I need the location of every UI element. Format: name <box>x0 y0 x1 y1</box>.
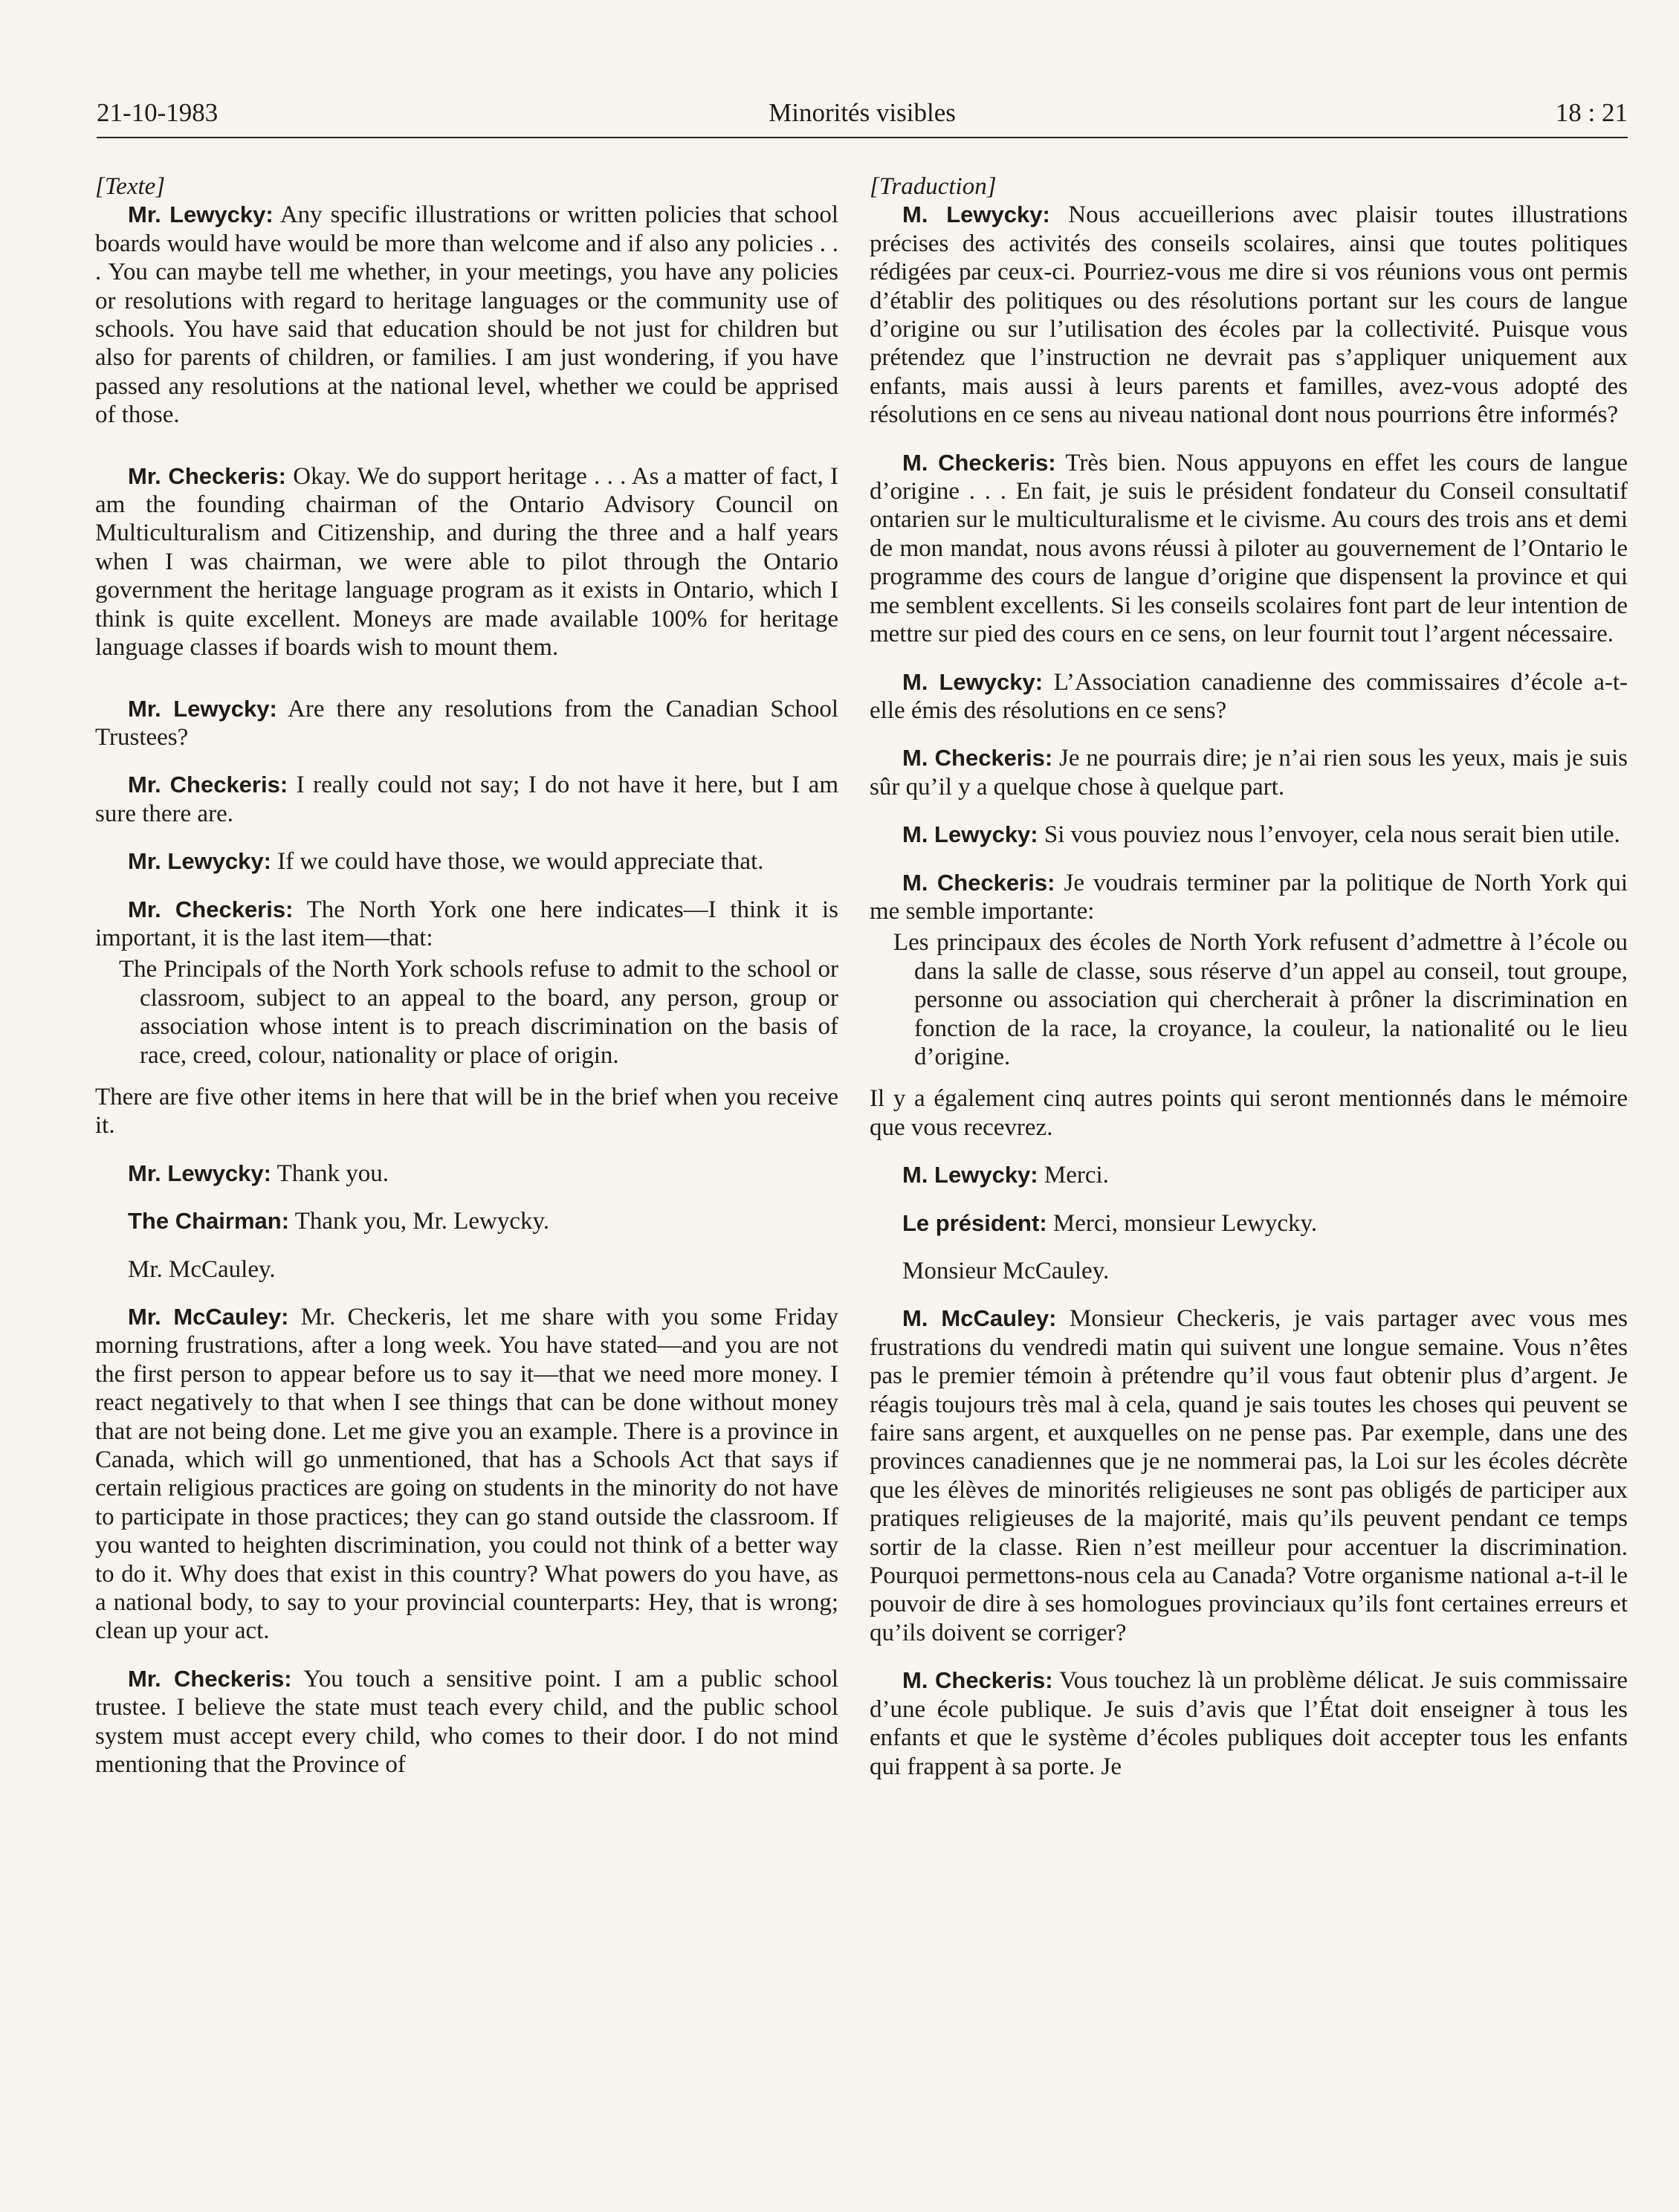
paragraph <box>870 744 1628 801</box>
paragraph <box>95 695 838 752</box>
speech-text: Je ne pourrais dire; je n’ai rien sous les yeux, mais je suis sûr qu’il y a quelque chose à quelque part. <box>870 745 1628 801</box>
header-date: 21-10-1983 <box>97 98 219 127</box>
paragraph <box>95 1207 838 1235</box>
paragraph <box>95 1160 838 1188</box>
paragraph: Mr. McCauley. <box>128 1255 276 1283</box>
speech-text: L’Association canadienne des commissaires d’école a-t-elle émis des résolutions en ce sens? <box>870 668 1628 724</box>
speaker-name: Mr. Checkeris: <box>128 462 286 489</box>
speech-text: Are there any resolutions from the Canadian School Trustees? <box>95 695 838 751</box>
speaker-name: M. Lewycky: <box>902 201 1050 228</box>
speaker-name: M. Checkeris: <box>902 449 1056 476</box>
speech-text: You touch a sensitive point. I am a public school trustee. I believe the state must teach every child, and the public school system must accept every child, who comes to their door. I do not mind mentioning that the Province of <box>95 1665 838 1779</box>
speech-text: Mr. Checkeris, let me share with you some Friday morning frustrations, after a long week. You have stated—and you are not the first person to appear before us to say it—that we need more money. I react negatively to that when I see things that can be done without money that are not being done. Let me give you an example. There is a province in Canada, which will go unmentioned, that has a Schools Act that says if certain religious practices are going on students in the minority do not have to participate in those practices; they can go stand outside the classroom. If you wanted to heighten discrimination, you could not think of a better way to do it. Why does that exist in this country? What powers do you have, as a national body, to say to your provincial counterparts: Hey, that is wrong; clean up your act. <box>95 1304 838 1645</box>
paragraph <box>870 1209 1628 1238</box>
block-quote: Les principaux des écoles de North York refusent d’admettre à l’école ou dans la salle de classe, sous réserve d’un appel au conseil, tout groupe, personne ou association qui chercherait à prôner la discrimination en fonction de la race, la croyance, la couleur, la nationalité ou le lieu d’origine. <box>893 929 1628 1070</box>
paragraph: Monsieur McCauley. <box>902 1258 1110 1284</box>
paragraph <box>870 449 1628 649</box>
speech-text: Thank you, Mr. Lewycky. <box>289 1208 550 1235</box>
page-header <box>97 95 1628 138</box>
speaker-name: Mr. McCauley: <box>128 1304 289 1330</box>
speaker-name: M. Checkeris: <box>902 869 1055 896</box>
speaker-name: Mr. Lewycky: <box>128 201 274 228</box>
speaker-name: Mr. Checkeris: <box>128 896 294 922</box>
english-column <box>95 172 838 1779</box>
speaker-name: M. Checkeris: <box>902 1667 1053 1694</box>
paragraph <box>95 1665 838 1779</box>
speech-text: Monsieur Checkeris, je vais partager avec vous mes frustrations du vendredi matin qui suivent une longue semaine. Vous n’êtes pas le premier témoin à prétendre qu’il vous faut obtenir plus d’argent. Je réagis toujours très mal à cela, quand je sais toutes les choses qui peuvent se faire sans argent, et auxquelles on ne pense pas. Par exemple, dans une des provinces canadiennes que je ne nommerai pas, la Loi sur les écoles décrète que les élèves de minorités religieuses ne sont pas obligés de participer aux pratiques religieuses de la majorité, mais qu’ils peuvent pendant ce temps sortir de la classe. Rien n’est meilleur pour accentuer la discrimination. Pourquoi permettons-nous cela au Canada? Votre organisme national a-t-il le pouvoir de dire à ses homologues provinciaux qu’ils font certaines erreurs et qu’ils doivent se corriger? <box>870 1305 1628 1646</box>
header-title: Minorités visibles <box>769 98 956 127</box>
speech-text: The North York one here indicates—I think it is important, it is the last item—that: <box>95 896 838 951</box>
speech-text: Très bien. Nous appuyons en effet les cours de langue d’origine . . . En fait, je suis le président fondateur du Conseil consultatif ontarien sur le multiculturalisme et le civisme. Au cours des trois ans et demi de mon mandat, nous avons réussi à piloter au gouvernement de l’Ontario le programme des cours de langue d’origine que dispensent la province et qui me semblent excellents. Si les conseils scolaires font part de leur intention de mettre sur pied des cours en ce sens, on leur fournit tout l’argent nécessaire. <box>870 449 1628 648</box>
speech-text: Okay. We do support heritage . . . As a matter of fact, I am the founding chairman of the Ontario Advisory Council on Multiculturalism and Citizenship, and during the three and a half years when I was chairman, we were able to pilot through the Ontario government the heritage language program as it exists in Ontario, which I think is quite excellent. Moneys are made available 100% for heritage language classes if boards wish to mount them. <box>95 462 838 662</box>
paragraph: There are five other items in here that will be in the brief when you receive it. <box>95 1083 838 1139</box>
speaker-name: M. Lewycky: <box>902 821 1038 848</box>
paragraph <box>95 462 838 662</box>
speaker-name: M. Lewycky: <box>902 1162 1038 1189</box>
paragraph <box>95 896 838 953</box>
paragraph: Il y a également cinq autres points qui seront mentionnés dans le mémoire que vous recevrez. <box>870 1085 1628 1141</box>
paragraph <box>95 1303 838 1646</box>
paragraph <box>95 771 838 828</box>
paragraph <box>870 869 1628 926</box>
paragraph <box>870 1666 1628 1781</box>
speaker-name: M. Lewycky: <box>902 668 1044 695</box>
speech-text: Je voudrais terminer par la politique de North York qui me semble importante: <box>870 869 1628 925</box>
column-label: [Traduction] <box>870 173 997 200</box>
speaker-name: The Chairman: <box>128 1208 290 1235</box>
speaker-name: Mr. Lewycky: <box>128 1160 271 1186</box>
paragraph <box>95 201 838 429</box>
speech-text: Nous accueillerions avec plaisir toutes illustrations précises des activités des conseils scolaires, ainsi que toutes politiques rédigées par ceux-ci. Pourriez-vous me dire si vos réunions vous ont permis d’établir des politiques ou des résolutions portant sur les cours de langue d’origine ou sur l’utilisation des écoles par la collectivité. Puisque vous prétendez que l’instruction ne devrait pas s’appliquer uniquement aux enfants, mais aussi à leurs parents et familles, avez-vous adopté des résolutions en ce sens au niveau national dont nous pourrions être informés? <box>870 201 1628 429</box>
speech-text: Any specific illustrations or written policies that school boards would have would be more than welcome and if also any policies . . . You can maybe tell me whether, in your meetings, you have any policies or resolutions with regard to heritage languages or the community use of schools. You have said that education should be not just for children but also for parents of children, or families. I am just wondering, if you have passed any resolutions at the national level, whether we could be apprised of those. <box>95 201 838 429</box>
speech-text: I really could not say; I do not have it here, but I am sure there are. <box>95 772 838 827</box>
french-column <box>870 172 1628 1781</box>
column-label: [Texte] <box>95 173 166 200</box>
paragraph <box>870 668 1628 725</box>
speech-text: Vous touchez là un problème délicat. Je suis commissaire d’une école publique. Je suis d’avis que l’État doit enseigner à tous les enfants et que le système d’écoles publiques doit accepter tous les enfants qui frappent à sa porte. Je <box>870 1667 1628 1780</box>
speech-text: Merci, monsieur Lewycky. <box>1046 1209 1318 1237</box>
speaker-name: M. McCauley: <box>902 1305 1057 1332</box>
speech-text: Merci. <box>1038 1162 1109 1189</box>
header-page-number: 18 : 21 <box>1555 98 1628 127</box>
speaker-name: Mr. Lewycky: <box>128 695 277 722</box>
speaker-name: Mr. Checkeris: <box>128 772 288 798</box>
speaker-name: M. Checkeris: <box>902 745 1053 772</box>
paragraph <box>870 1304 1628 1647</box>
speaker-name: Mr. Checkeris: <box>128 1665 292 1692</box>
speech-text: Thank you. <box>271 1160 389 1187</box>
speaker-name: Mr. Lewycky: <box>128 848 271 875</box>
speaker-name: Le président: <box>902 1209 1047 1236</box>
paragraph <box>870 821 1628 849</box>
paragraph <box>870 201 1628 429</box>
speech-text: If we could have those, we would appreciate that. <box>271 848 764 876</box>
paragraph <box>95 847 838 876</box>
speech-text: Si vous pouviez nous l’envoyer, cela nous serait bien utile. <box>1038 821 1620 849</box>
paragraph <box>870 1161 1628 1189</box>
block-quote: The Principals of the North York schools refuse to admit to the school or classroom, subject to an appeal to the board, any person, group or association whose intent is to preach discrimination on the basis of race, creed, colour, nationality or place of origin. <box>119 956 838 1069</box>
